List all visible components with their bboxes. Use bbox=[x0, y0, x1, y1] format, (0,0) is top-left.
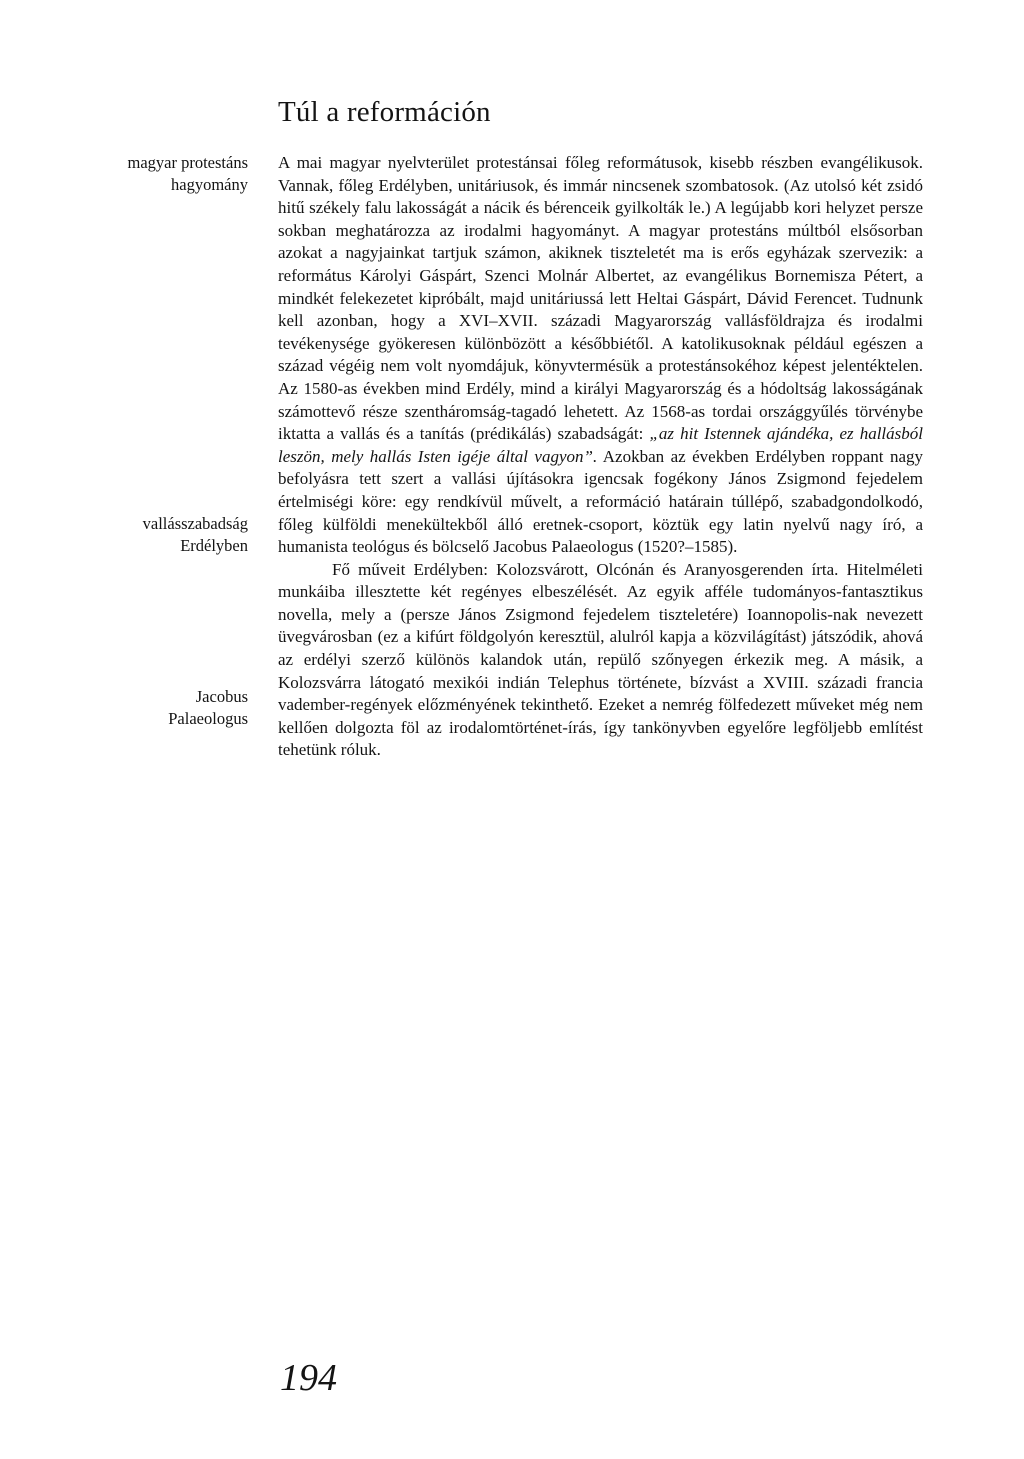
paragraph-text: A mai magyar nyelvterület protestánsai főleg reformátusok, kisebb részben evangélikusok. Vannak, főleg Erdélyben, unitáriusok, és immár nincsenek szombatosok. (Az utolsó két zsidó hitű székely falu lakosságát a nácik és bérenceik gyilkolták le.) A legújabb kori helyzet persze sokban meghatározza az irodalmi hagyományt. A magyar protestáns múltból elsősorban azokat a nagyjainkat tartjuk számon, akiknek tiszteletét ma is erős egyházak szervezik: a református Károlyi Gáspárt, Szenci Molnár Albertet, az evangélikus Bornemisza Pétert, a mindkét felekezetet kipróbált, majd unitáriussá lett Heltai Gáspárt, Dávid Ferencet. Tudnunk kell azonban, hogy a XVI–XVII. századi Magyarország vallásföldrajza és irodalmi tevékenysége gyökeresen különbözött a későbbiétől. A katolikusoknak például egészen a század végéig nem volt nyomdájuk, könyvtermésük a protestánsokéhoz képest jelentéktelen. Az 1580-as években mind Erdély, mind a királyi Magyarország és a hódoltság lakosságának számottevő része szentháromság-tagadó lehetett. Az 1568-as tordai országgyűlés törvénybe iktatta a vallás és a tanítás (prédikálás) szabadságát: bbox=[278, 153, 923, 444]
body-text bbox=[278, 152, 923, 762]
page-number: 194 bbox=[280, 1357, 337, 1399]
margin-note-line: Erdélyben bbox=[180, 536, 248, 555]
margin-note-jacobus-palaeologus bbox=[48, 686, 248, 730]
margin-note-line: Palaeologus bbox=[168, 709, 248, 728]
margin-note-line: vallásszabadság bbox=[142, 514, 248, 533]
margin-note-line: magyar protestáns bbox=[127, 153, 248, 172]
margin-note-religious-freedom bbox=[48, 513, 248, 557]
margin-note-protestant-tradition bbox=[48, 152, 248, 196]
paragraph: Fő műveit Erdélyben: Kolozsvárott, Olcónán és Aranyosgerenden írta. Hitelméleti munkáiba illesztette két regényes elbeszélését. Az egyik afféle tudományos-fantasztikus novella, mely a (persze János Zsigmond fejedelem tiszteletére) Ioannopolis-nak nevezett üvegvárosban (ez a kifúrt földgolyón keresztül, alulról kapja a közvilágítást) játszódik, ahová az erdélyi szerző különös kalandok után, repülő szőnyegen érkezik meg. A másik, a Kolozsvárra látogató mexikói indián Telephus története, bízvást a XVIII. századi francia vadember-regények előzményének tekinthető. Ezeket a nemrég fölfedezett műveket még nem kellően dolgozta föl az irodalomtörténet-írás, így tankönyvben egyelőre legföljebb említést tehetünk róluk. bbox=[278, 559, 923, 760]
margin-note-line: Jacobus bbox=[195, 687, 248, 706]
margin-note-line: hagyomány bbox=[171, 175, 248, 194]
paragraph bbox=[278, 152, 923, 559]
page-title: Túl a reformáción bbox=[278, 96, 491, 128]
paragraph-text: Azokban az években Erdélyben roppant nagy befolyásra tett szert a vallási újításokra igencsak fogékony János Zsigmond fejedelem értelmiségi köre: egy rendkívül művelt, a reformáció határain túllépő, szabadgondolkodó, főleg külföldi menekültekből álló eretnek-csoport, köztük egy latin nyelvű nagy író, a humanista teológus és bölcselő Jacobus Palaeologus (1520?–1585). bbox=[278, 446, 923, 557]
law-quote: „az hit Istennek ajándéka, ez hallásból leszön, mely hallás Isten igéje által vagyon”. bbox=[278, 424, 923, 466]
